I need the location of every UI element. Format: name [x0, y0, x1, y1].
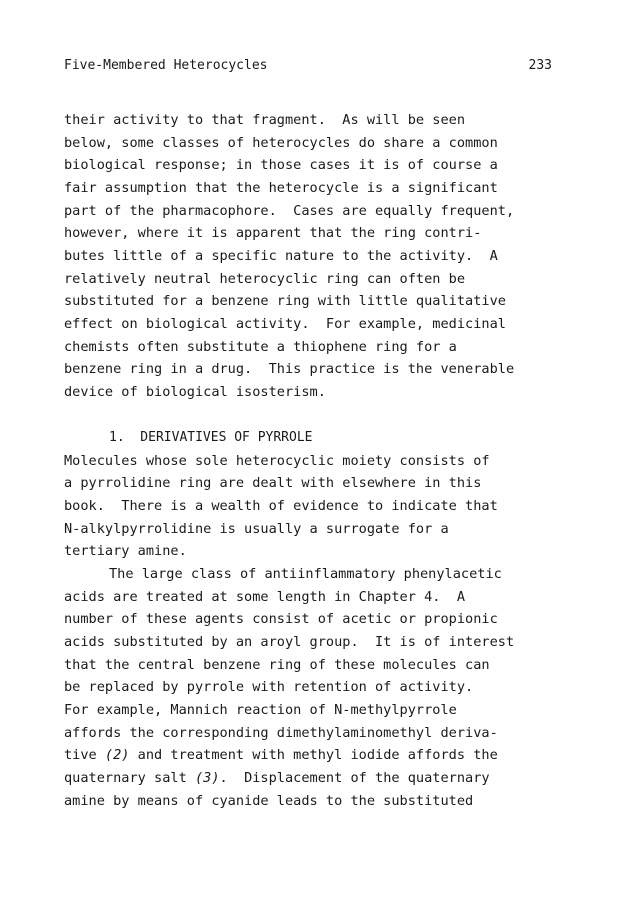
text-span: tive [64, 747, 105, 763]
body-text-line: The large class of antiinflammatory phenylacetic [109, 566, 502, 582]
body-text-line: their activity to that fragment. As will be seen [64, 112, 466, 128]
body-text-line [64, 744, 498, 766]
body-text-line: acids substituted by an aroyl group. It is of interest [64, 634, 515, 650]
compound-reference: (3) [194, 770, 220, 786]
body-text-line: N-alkylpyrrolidine is usually a surrogate for a [64, 521, 449, 537]
text-span: and treatment with methyl iodide affords the [129, 747, 498, 763]
body-text-line: Molecules whose sole heterocyclic moiety consists of [64, 453, 490, 469]
body-text-line: below, some classes of heterocycles do share a common [64, 135, 498, 151]
text-span: . Displacement of the quaternary [219, 770, 490, 786]
page-number: 233 [528, 58, 552, 73]
body-text-line: amine by means of cyanide leads to the substituted [64, 793, 474, 809]
body-text-line: biological response; in those cases it is of course a [64, 157, 498, 173]
text-span: quaternary salt [64, 770, 195, 786]
running-header-title: Five-Membered Heterocycles [64, 58, 268, 73]
body-text-line: substituted for a benzene ring with little qualitative [64, 293, 506, 309]
body-text-line: device of biological isosterism. [64, 384, 326, 400]
running-header [64, 56, 552, 76]
section-heading: 1. DERIVATIVES OF PYRROLE [109, 430, 313, 445]
body-text-line: effect on biological activity. For example, medicinal [64, 316, 506, 332]
body-text-line: benzene ring in a drug. This practice is the venerable [64, 361, 515, 377]
body-text-line: book. There is a wealth of evidence to indicate that [64, 498, 498, 514]
body-text-line: part of the pharmacophore. Cases are equally frequent, [64, 203, 515, 219]
body-text-line: chemists often substitute a thiophene ring for a [64, 339, 457, 355]
body-text-line: affords the corresponding dimethylaminomethyl deriva- [64, 725, 498, 741]
body-text-line: butes little of a specific nature to the activity. A [64, 248, 498, 264]
compound-reference: (2) [104, 747, 130, 763]
body-text-line: fair assumption that the heterocycle is a significant [64, 180, 498, 196]
body-text-line: however, where it is apparent that the ring contri- [64, 225, 482, 241]
body-text-line: that the central benzene ring of these molecules can [64, 657, 490, 673]
body-text-line: be replaced by pyrrole with retention of activity. [64, 679, 474, 695]
body-text-line: acids are treated at some length in Chapter 4. A [64, 589, 466, 605]
body-text-line: a pyrrolidine ring are dealt with elsewhere in this [64, 475, 482, 491]
body-text-line: tertiary amine. [64, 543, 187, 559]
body-text-line: For example, Mannich reaction of N-methylpyrrole [64, 702, 457, 718]
body-text-line: number of these agents consist of acetic or propionic [64, 611, 498, 627]
body-text-line [64, 767, 490, 789]
body-text-line: relatively neutral heterocyclic ring can often be [64, 271, 466, 287]
